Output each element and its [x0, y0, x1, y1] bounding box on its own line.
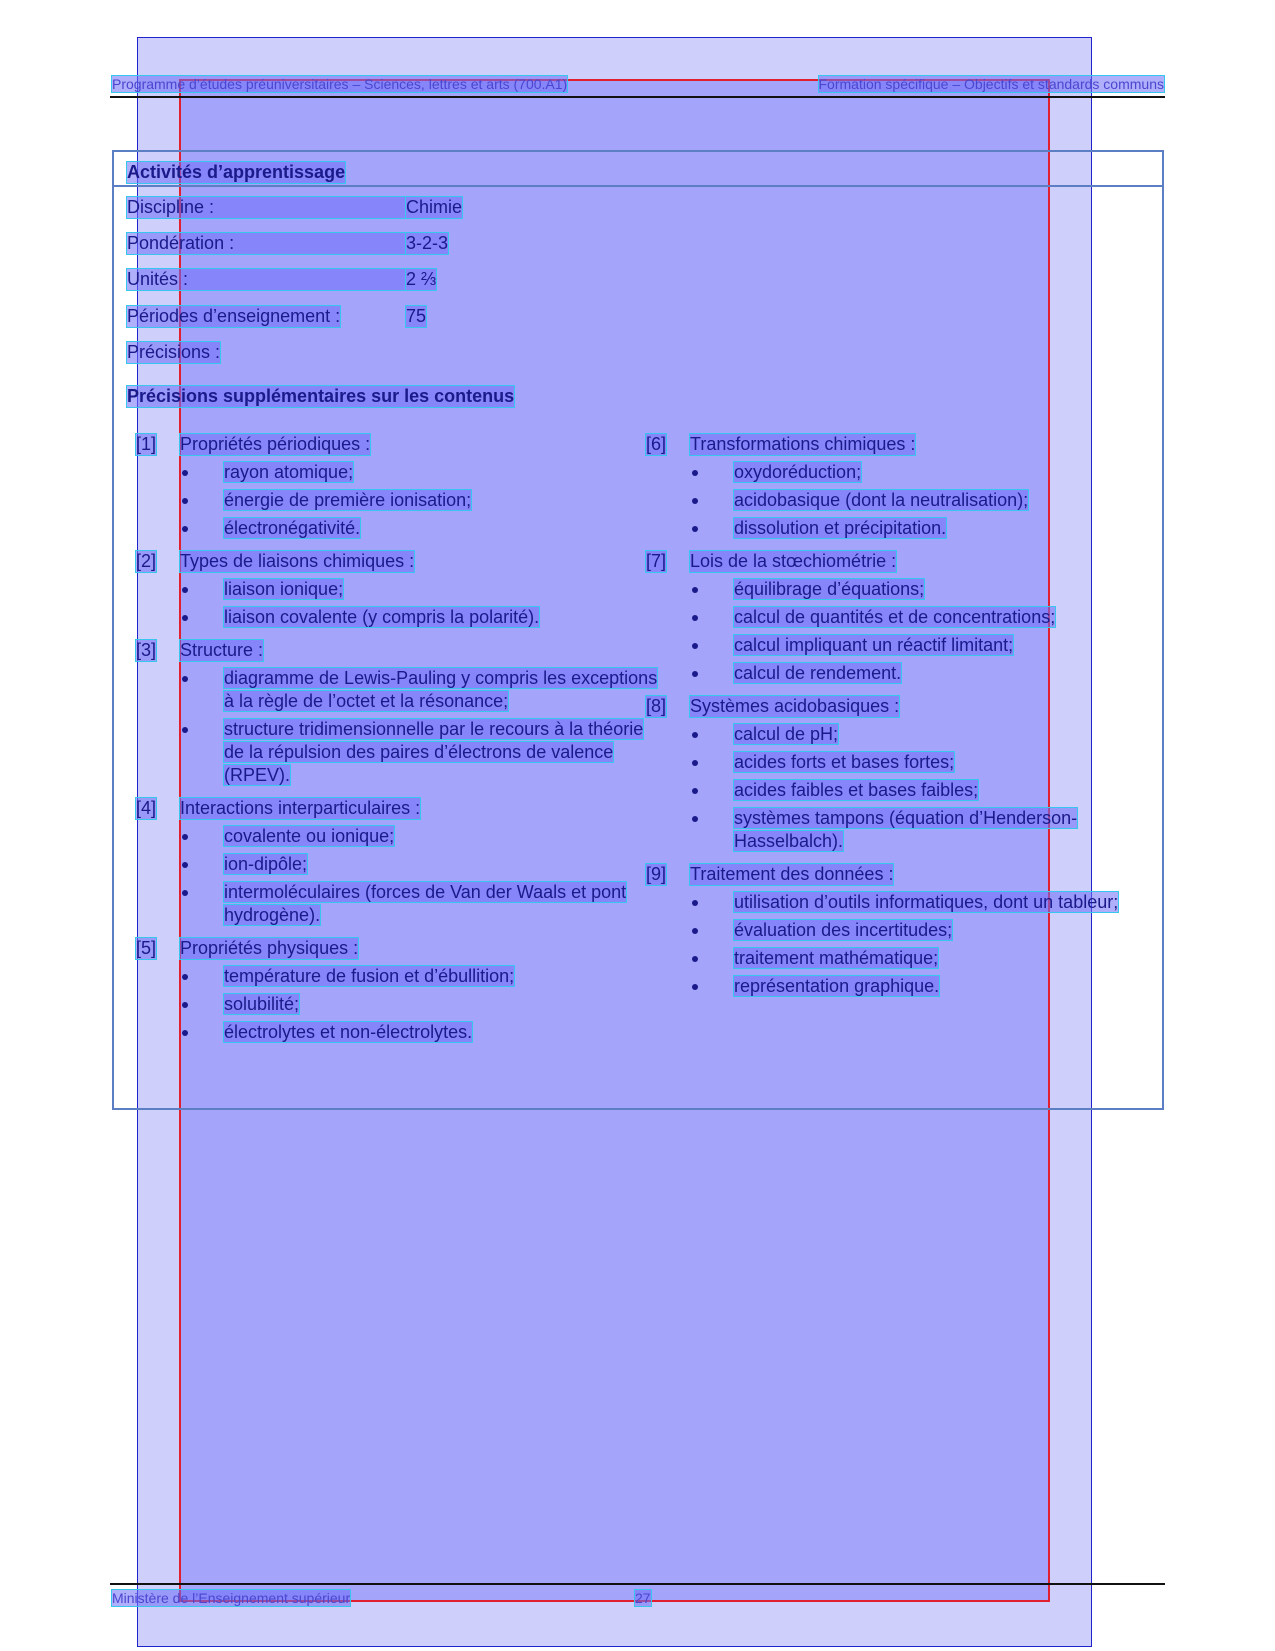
bullet-item [690, 723, 1146, 746]
bullet-icon [182, 1002, 188, 1008]
bullet-icon [692, 643, 698, 649]
field-discipline [127, 197, 463, 218]
field-ponderation [127, 233, 449, 254]
left-column [136, 432, 666, 1053]
field-label: Pondération : [127, 233, 405, 254]
bullet-item [690, 634, 1146, 657]
section-title: Propriétés physiques : [180, 938, 359, 958]
bullet-icon [692, 956, 698, 962]
content-section [646, 549, 1146, 685]
section-heading [646, 694, 1146, 718]
bullet-text: utilisation d’outils informatiques, dont un tableur; [734, 892, 1119, 912]
bullet-text: acides faibles et bases faibles; [734, 780, 979, 800]
bullet-item [180, 667, 666, 713]
bullet-item [690, 919, 1146, 942]
section-title: Traitement des données : [690, 864, 894, 884]
content-section [136, 936, 666, 1044]
field-label: Discipline : [127, 197, 405, 218]
bullet-icon [692, 788, 698, 794]
bullet-text: ion-dipôle; [224, 854, 308, 874]
bullet-item [180, 965, 666, 988]
bullet-icon [182, 727, 188, 733]
field-label: Périodes d’enseignement : [127, 306, 341, 326]
bullet-icon [182, 834, 188, 840]
bullet-icon [692, 615, 698, 621]
content-section [136, 432, 666, 540]
bullet-text: traitement mathématique; [734, 948, 939, 968]
bullet-icon [692, 470, 698, 476]
bullet-text: diagramme de Lewis-Pauling y compris les exceptions à la règle de l’octet et la résonance; [224, 668, 658, 711]
section-number: [4] [136, 798, 157, 818]
bullet-text: calcul de pH; [734, 724, 839, 744]
bullet-icon [692, 760, 698, 766]
title-rule [114, 185, 1162, 187]
section-heading [136, 638, 666, 662]
bullet-text: équilibrage d’équations; [734, 579, 925, 599]
bullet-icon [692, 587, 698, 593]
content-section [646, 694, 1146, 853]
bullet-text: électronégativité. [224, 518, 361, 538]
bullet-icon [692, 816, 698, 822]
bullet-item [180, 1021, 666, 1044]
section-heading [646, 862, 1146, 886]
section-number: [6] [646, 434, 667, 454]
bullet-item [180, 489, 666, 512]
section-heading [646, 432, 1146, 456]
bullet-icon [182, 862, 188, 868]
bullet-text: température de fusion et d’ébullition; [224, 966, 515, 986]
section-title: Transformations chimiques : [690, 434, 916, 454]
bullet-text: calcul impliquant un réactif limitant; [734, 635, 1014, 655]
section-heading [136, 936, 666, 960]
page-number: 27 [635, 1590, 651, 1606]
header-section: Formation spécifique – Objectifs et standards communs [818, 76, 1164, 92]
section-heading [136, 432, 666, 456]
bullet-text: covalente ou ionique; [224, 826, 395, 846]
bullet-item [690, 489, 1146, 512]
bullet-icon [182, 615, 188, 621]
content-section [136, 796, 666, 927]
bullet-icon [182, 498, 188, 504]
footer-ministry: Ministère de l’Enseignement supérieur [112, 1590, 351, 1606]
page-header [112, 76, 1164, 96]
bullet-item [690, 461, 1146, 484]
bullet-text: représentation graphique. [734, 976, 940, 996]
section-title: Propriétés périodiques : [180, 434, 371, 454]
bullet-icon [182, 676, 188, 682]
field-periodes [127, 306, 427, 327]
learning-activities-box [112, 150, 1164, 1110]
section-number: [1] [136, 434, 157, 454]
section-number: [2] [136, 551, 157, 571]
bullet-item [180, 718, 666, 787]
field-label: Unités : [127, 269, 405, 290]
bullet-item [690, 662, 1146, 685]
bullet-icon [692, 984, 698, 990]
bullet-icon [692, 900, 698, 906]
header-program: Programme d’études préuniversitaires – Sciences, lettres et arts (700.A1) [112, 76, 568, 92]
content-section [646, 432, 1146, 540]
bullet-item [180, 825, 666, 848]
bullet-icon [182, 1030, 188, 1036]
bullet-icon [692, 498, 698, 504]
section-number: [3] [136, 640, 157, 660]
bullet-text: dissolution et précipitation. [734, 518, 947, 538]
page-footer [112, 1590, 651, 1606]
content-section [646, 862, 1146, 998]
section-title: Lois de la stœchiométrie : [690, 551, 897, 571]
section-heading [136, 796, 666, 820]
bullet-item [180, 881, 666, 927]
bullet-item [690, 807, 1146, 853]
bullet-item [690, 891, 1146, 914]
bullet-icon [182, 587, 188, 593]
bullet-icon [182, 526, 188, 532]
field-value: 75 [406, 306, 427, 326]
section-number: [7] [646, 551, 667, 571]
bullet-text: solubilité; [224, 994, 300, 1014]
bullet-text: évaluation des incertitudes; [734, 920, 953, 940]
bullet-icon [182, 470, 188, 476]
bullet-item [180, 993, 666, 1016]
bullet-item [690, 606, 1146, 629]
section-title: Types de liaisons chimiques : [180, 551, 415, 571]
bullet-text: acides forts et bases fortes; [734, 752, 955, 772]
bullet-text: liaison covalente (y compris la polarité). [224, 607, 540, 627]
section-number: [8] [646, 696, 667, 716]
section-number: [5] [136, 938, 157, 958]
section-heading [136, 549, 666, 573]
bullet-item [690, 578, 1146, 601]
section-title: Interactions interparticulaires : [180, 798, 421, 818]
bullet-item [180, 578, 666, 601]
section-number: [9] [646, 864, 667, 884]
box-title: Activités d’apprentissage [127, 162, 346, 182]
field-value: 2 ⅔ [406, 269, 437, 289]
header-rule [110, 96, 1165, 98]
field-value: Chimie [406, 197, 463, 217]
bullet-item [690, 751, 1146, 774]
bullet-text: calcul de rendement. [734, 663, 902, 683]
section-title: Structure : [180, 640, 264, 660]
field-unites [127, 269, 437, 290]
bullet-item [690, 779, 1146, 802]
field-precisions [127, 342, 220, 363]
bullet-item [180, 517, 666, 540]
bullet-text: liaison ionique; [224, 579, 344, 599]
bullet-text: systèmes tampons (équation d’Henderson-Hasselbalch). [734, 808, 1078, 851]
bullet-text: intermoléculaires (forces de Van der Waals et pont hydrogène). [224, 882, 627, 925]
section-title: Systèmes acidobasiques : [690, 696, 900, 716]
footer-rule [110, 1583, 1165, 1585]
bullet-icon [692, 671, 698, 677]
bullet-icon [182, 890, 188, 896]
right-column [646, 432, 1146, 1007]
bullet-text: acidobasique (dont la neutralisation); [734, 490, 1029, 510]
field-label: Précisions : [127, 342, 221, 362]
content-section [136, 638, 666, 787]
bullet-icon [692, 928, 698, 934]
precisions-title: Précisions supplémentaires sur les contenus [127, 386, 515, 406]
bullet-text: énergie de première ionisation; [224, 490, 472, 510]
bullet-item [690, 975, 1146, 998]
bullet-icon [182, 974, 188, 980]
bullet-item [690, 517, 1146, 540]
field-value: 3-2-3 [406, 233, 449, 253]
bullet-item [180, 461, 666, 484]
content-section [136, 549, 666, 629]
bullet-text: calcul de quantités et de concentrations; [734, 607, 1056, 627]
bullet-text: structure tridimensionnelle par le recours à la théorie de la répulsion des paires d’électrons de valence (RPEV). [224, 719, 644, 785]
bullet-item [180, 606, 666, 629]
bullet-item [180, 853, 666, 876]
bullet-icon [692, 526, 698, 532]
bullet-text: rayon atomique; [224, 462, 354, 482]
bullet-text: oxydoréduction; [734, 462, 862, 482]
bullet-item [690, 947, 1146, 970]
bullet-icon [692, 732, 698, 738]
section-heading [646, 549, 1146, 573]
bullet-text: électrolytes et non-électrolytes. [224, 1022, 473, 1042]
